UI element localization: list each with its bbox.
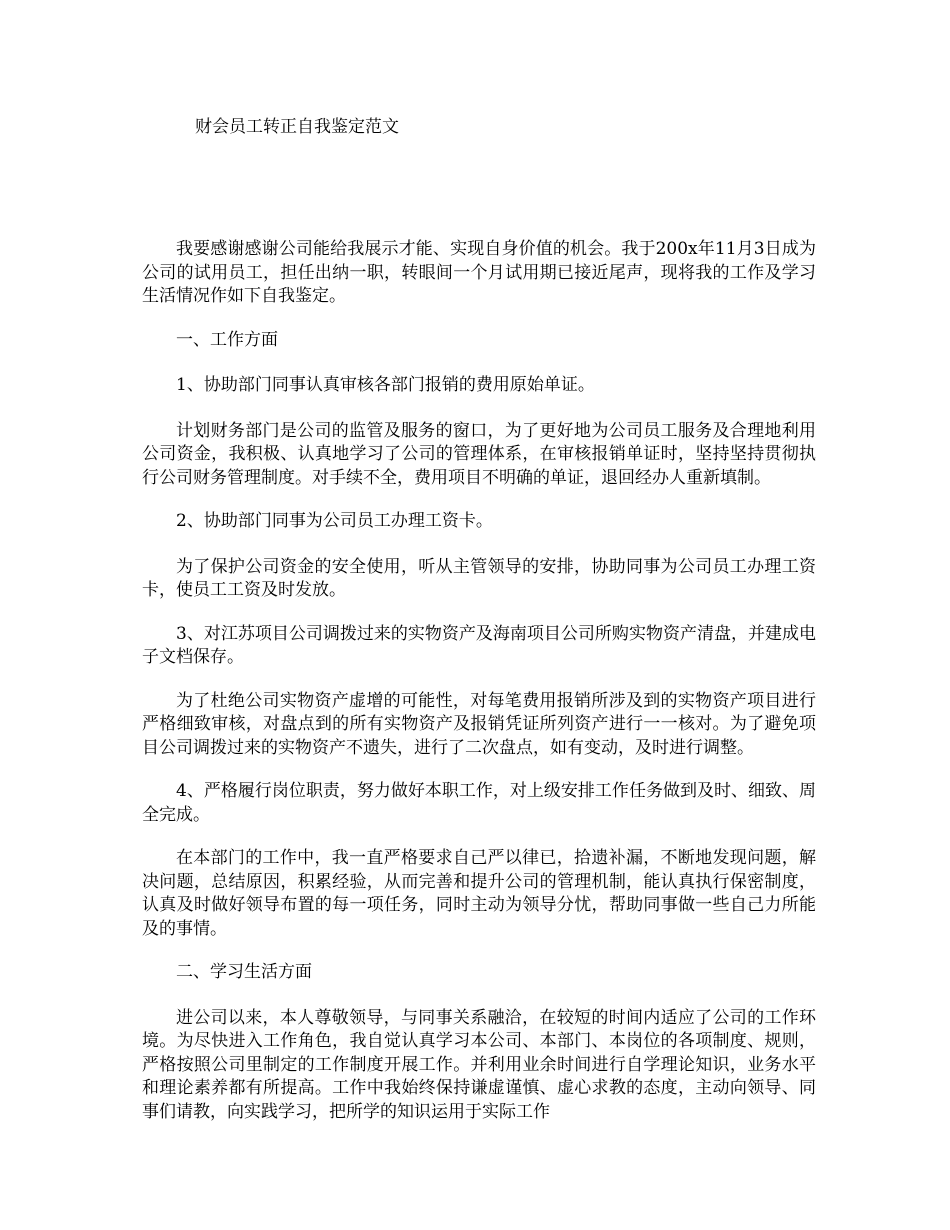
- work-item-4-heading: 4、严格履行岗位职责，努力做好本职工作，对上级安排工作任务做到及时、细致、周全完成。: [142, 781, 816, 825]
- work-item-2-heading: 2、协助部门同事为公司员工办理工资卡。: [176, 511, 493, 531]
- work-item-2-paragraph: 为了保护公司资金的安全使用，听从主管领导的安排，协助同事为公司员工办理工资卡，使员工工资及时发放。: [142, 556, 816, 600]
- work-item-1-paragraph: 计划财务部门是公司的监管及服务的窗口，为了更好地为公司员工服务及合理地利用公司资金，我积极、认真地学习了公司的管理体系，在审核报销单证时，坚持坚持贯彻执行公司财务管理制度。对手续不全，费用项目不明确的单证，退回经办人重新填制。: [142, 420, 816, 488]
- study-life-paragraph: 进公司以来，本人尊敬领导，与同事关系融洽，在较短的时间内适应了公司的工作环境。为尽快进入工作角色，我自觉认真学习本公司、本部门、本岗位的各项制度、规则，严格按照公司里制定的工作制度开展工作。并利用业余时间进行自学理论知识，业务水平和理论素养都有所提高。工作中我始终保持谦虚谨慎、虚心求教的态度，主动向领导、同事们请教，向实践学习，把所学的知识运用于实际工作: [142, 1007, 816, 1122]
- work-item-3-heading: 3、对江苏项目公司调拨过来的实物资产及海南项目公司所购实物资产清盘，并建成电子文档保存。: [142, 623, 816, 667]
- work-item-3-paragraph: 为了杜绝公司实物资产虚增的可能性，对每笔费用报销所涉及到的实物资产项目进行严格细致审核，对盘点到的所有实物资产及报销凭证所列资产进行一一核对。为了避免项目公司调拨过来的实物资产不遗失，进行了二次盘点，如有变动，及时进行调整。: [142, 690, 816, 758]
- section-heading-study-life: 二、学习生活方面: [176, 962, 312, 982]
- document-title: 财会员工转正自我鉴定范文: [195, 117, 399, 137]
- work-item-1-heading: 1、协助部门同事认真审核各部门报销的费用原始单证。: [176, 375, 595, 395]
- section-heading-work: 一、工作方面: [176, 329, 278, 350]
- work-item-4-paragraph: 在本部门的工作中，我一直严格要求自己严以律已，拾遗补漏，不断地发现问题，解决问题，总结原因，积累经验，从而完善和提升公司的管理机制，能认真执行保密制度，认真及时做好领导布置的每一项任务，同时主动为领导分忧，帮助同事做一些自己力所能及的事情。: [142, 848, 816, 939]
- intro-paragraph: 我要感谢感谢公司能给我展示才能、实现自身价值的机会。我于200x年11月3日成为公司的试用员工，担任出纳一职，转眼间一个月试用期已接近尾声，现将我的工作及学习生活情况作如下自我鉴定。: [142, 239, 816, 306]
- document-body: [142, 238, 816, 1144]
